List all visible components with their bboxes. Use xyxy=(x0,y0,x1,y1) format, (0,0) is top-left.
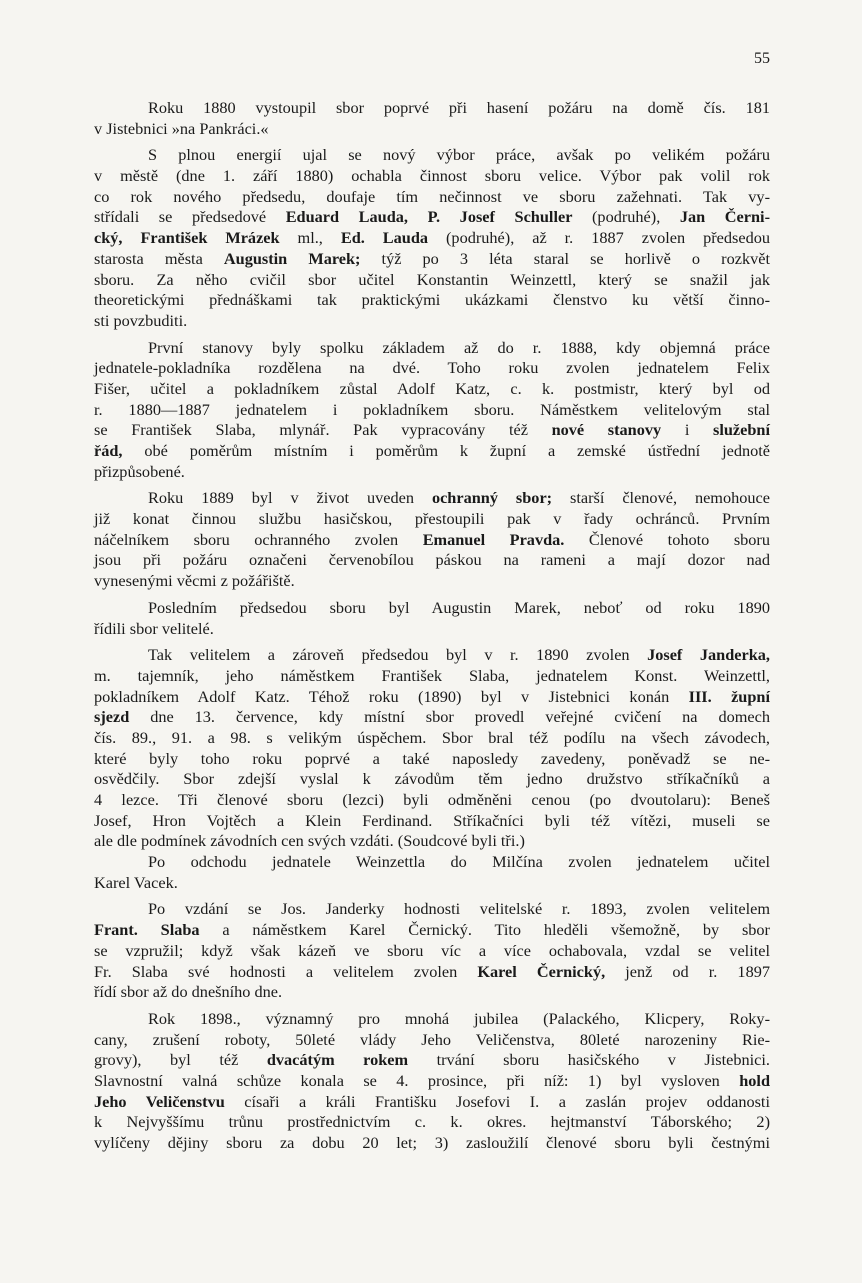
text-span: Roku 1880 vystoupil sbor poprvé při hasení požáru na domě čís. 181 xyxy=(148,98,770,117)
text-span: co rok nového předsedu, doufaje tím nečinnost ve sboru zažehnati. Tak vy- xyxy=(94,186,770,206)
text-span: sti povzbuditi. xyxy=(94,310,188,330)
bold-name-span: Jeho Veličenstvu xyxy=(94,1091,225,1111)
bold-name-span: Augustin Marek; xyxy=(223,248,361,268)
text-span: 4 lezce. Tři členové sboru (lezci) byli odměněni cenou (po dvoutolaru): Beneš xyxy=(94,790,770,809)
text-span: i xyxy=(661,420,713,440)
text-line xyxy=(94,941,770,962)
text-line xyxy=(94,749,770,770)
text-line xyxy=(94,228,770,249)
text-span: ml., xyxy=(279,228,341,248)
text-line xyxy=(94,379,770,400)
text-span: jsou při požáru označeni červenobílou páskou na rameni a mají dozor nad xyxy=(94,550,770,570)
text-span: Karel Vacek. xyxy=(94,872,178,892)
text-line xyxy=(94,571,770,592)
bold-name-span: III. župní xyxy=(688,686,770,706)
text-span: starší členové, nemohouce xyxy=(552,488,770,508)
text-line xyxy=(94,1133,770,1154)
text-span: Slavnostní valná schůze konala se 4. prosince, při níž: 1) byl vysloven xyxy=(94,1070,740,1090)
bold-name-span: sjezd xyxy=(94,707,130,727)
text-span: vylíčeny dějiny sboru za dobu 20 let; 3) zasloužilí členové sboru byli čestnými xyxy=(94,1133,770,1152)
text-line xyxy=(94,145,770,166)
text-line xyxy=(94,290,770,311)
text-line xyxy=(94,462,770,483)
text-line xyxy=(94,270,770,291)
text-span: dne 13. července, kdy místní sbor provedl veřejné cvičení na domech xyxy=(129,707,770,727)
text-span: starosta města xyxy=(94,248,224,268)
text-span: Fr. Slaba své hodnosti a velitelem zvolen xyxy=(94,961,478,981)
text-span: které byly toho roku poprvé a také naposledy zavedeny, poněvadž se ne- xyxy=(94,748,770,768)
text-span: Rok 1898., významný pro mnohá jubilea (Palackého, Klicpery, Roky- xyxy=(148,1008,770,1028)
text-line xyxy=(94,400,770,421)
text-span: Po vzdání se Jos. Janderky hodnosti velitelské r. 1893, zvolen velitelem xyxy=(148,899,770,919)
text-line xyxy=(94,119,770,140)
text-line xyxy=(94,1030,770,1051)
text-span: vynesenými věcmi z požářiště. xyxy=(94,571,295,591)
text-span: Fišer, učitel a pokladníkem zůstal Adolf Katz, c. k. postmistr, který byl od xyxy=(94,378,770,398)
bold-name-span: hold xyxy=(739,1070,770,1090)
text-span: cany, zrušení roboty, 50leté vlády Jeho Veličenstva, 80leté narozeniny Rie- xyxy=(94,1029,770,1049)
text-line xyxy=(94,707,770,728)
text-span: Po odchodu jednatele Weinzettla do Milčína zvolen jednatelem učitel xyxy=(148,852,770,872)
text-span: sboru. Za něho cvičil sbor učitel Konstantin Weinzettl, který se snažil jak xyxy=(94,269,770,289)
text-span: S plnou energií ujal se nový výbor práce, avšak po velikém požáru xyxy=(148,145,770,165)
text-line xyxy=(94,962,770,983)
text-line xyxy=(94,790,770,811)
bold-name-span: Karel Černický, xyxy=(477,961,606,981)
text-line xyxy=(94,645,770,666)
text-span: náčelníkem sboru ochranného zvolen xyxy=(94,529,423,549)
text-line xyxy=(94,852,770,873)
text-span: týž po 3 léta staral se horlivě o rozkvět xyxy=(360,248,770,268)
text-span: theoretickými přednáškami tak praktickými ukázkami členstvo ku větší činno- xyxy=(94,290,770,310)
text-span: Členové tohoto sboru xyxy=(564,529,770,549)
text-line xyxy=(94,1050,770,1071)
text-line xyxy=(94,899,770,920)
text-line xyxy=(94,769,770,790)
bold-name-span: Ed. Lauda xyxy=(340,228,429,248)
text-span: v Jistebnici »na Pankráci.« xyxy=(94,118,269,138)
text-span: se vzpružil; když však kázeň ve sboru víc a více ochabovala, vzdal se velitel xyxy=(94,940,770,960)
bold-name-span: Josef Janderka, xyxy=(647,645,770,665)
text-span: grovy), byl též xyxy=(94,1050,267,1070)
page-number: 55 xyxy=(754,50,770,67)
text-line xyxy=(94,187,770,208)
bold-name-span: Jan Černi- xyxy=(679,207,770,227)
text-span: osvědčily. Sbor zdejší vyslal k závodům těm jedno družstvo stříkačníků a xyxy=(94,769,770,789)
text-span: již konat činnou službu hasičskou, přestoupili pak v řady ochránců. Prvním xyxy=(94,509,770,529)
text-span: Roku 1889 byl v život uveden xyxy=(148,488,432,508)
text-line xyxy=(94,687,770,708)
text-span: k Nejvyššímu trůnu prostřednictvím c. k. okres. hejtmanství Táborského; 2) xyxy=(94,1112,770,1132)
text-span: r. 1880—1887 jednatelem i pokladníkem sboru. Náměstkem velitelovým stal xyxy=(94,399,770,419)
text-line xyxy=(94,509,770,530)
text-line xyxy=(94,166,770,187)
text-line xyxy=(94,530,770,551)
text-line xyxy=(94,338,770,359)
bold-name-span: služební xyxy=(712,420,770,440)
text-span: Josef, Hron Vojtěch a Klein Ferdinand. Stříkačníci byli též vítězi, museli se xyxy=(94,810,770,830)
text-span: a náměstkem Karel Černický. Tito hleděli všemožně, by sbor xyxy=(199,920,770,940)
text-span: jednatele-pokladníka rozdělena na dvé. Toho roku zvolen jednatelem Felix xyxy=(94,358,770,378)
text-span: (podruhé), až r. 1887 zvolen předsedou xyxy=(428,228,770,248)
text-line xyxy=(94,1009,770,1030)
text-line xyxy=(94,488,770,509)
text-line xyxy=(94,311,770,332)
text-line xyxy=(94,873,770,894)
text-line xyxy=(94,207,770,228)
text-span: trvání sboru hasičského v Jistebnici. xyxy=(408,1050,770,1070)
text-line xyxy=(94,619,770,640)
text-span: císaři a králi Františku Josefovi I. a zaslán projev oddanosti xyxy=(224,1091,770,1111)
text-line xyxy=(94,420,770,441)
text-line xyxy=(94,920,770,941)
bold-name-span: Frant. Slaba xyxy=(94,920,200,940)
text-span: střídali se předsedové xyxy=(94,207,286,227)
text-line xyxy=(94,1071,770,1092)
text-span: čís. 89., 91. a 98. s velikým úspěchem. Sbor bral též podílu na všech závodech, xyxy=(94,727,770,747)
text-line xyxy=(94,249,770,270)
text-span: Posledním předsedou sboru byl Augustin Marek, neboť od roku 1890 xyxy=(148,597,770,617)
text-span: přizpůsobené. xyxy=(94,461,185,481)
text-span: pokladníkem Adolf Katz. Téhož roku (1890) byl v Jistebnici konán xyxy=(94,686,689,706)
text-line xyxy=(94,441,770,462)
text-line xyxy=(94,811,770,832)
bold-name-span: Eduard Lauda, P. Josef Schuller xyxy=(285,207,573,227)
text-line xyxy=(94,1112,770,1133)
text-line xyxy=(94,982,770,1003)
text-span: řídí sbor až do dnešního dne. xyxy=(94,982,283,1002)
bold-name-span: ochranný sbor; xyxy=(431,488,553,508)
text-span: jenž od r. 1897 xyxy=(605,961,770,981)
text-span: m. tajemník, jeho náměstkem František Slaba, jednatelem Konst. Weinzettl, xyxy=(94,665,770,685)
text-line xyxy=(94,358,770,379)
text-line xyxy=(94,550,770,571)
bold-name-span: dvacátým rokem xyxy=(266,1050,409,1070)
text-line xyxy=(94,1092,770,1113)
text-line xyxy=(94,831,770,852)
text-span: v městě (dne 1. září 1880) ochabla činnost sboru velice. Výbor pak volil rok xyxy=(94,166,770,186)
text-body xyxy=(94,98,770,1154)
text-span: ale dle podmínek závodních cen svých vzdáti. (Soudcové byli tři.) xyxy=(94,831,525,851)
text-line xyxy=(94,666,770,687)
text-span: se František Slaba, mlynář. Pak vypracovány též xyxy=(94,420,552,440)
text-line xyxy=(94,598,770,619)
text-span: řídili sbor velitelé. xyxy=(94,618,214,638)
text-line xyxy=(94,728,770,749)
bold-name-span: nové stanovy xyxy=(551,420,662,440)
text-span: obé poměrům místním i poměrům k župní a zemské ústřední jednotě xyxy=(122,441,770,460)
text-span: Tak velitelem a zároveň předsedou byl v r. 1890 zvolen xyxy=(148,645,648,665)
text-line xyxy=(94,98,770,119)
bold-name-span: řád, xyxy=(94,441,123,460)
bold-name-span: Emanuel Pravda. xyxy=(422,529,565,549)
bold-name-span: cký, František Mrázek xyxy=(94,228,280,248)
text-span: (podruhé), xyxy=(572,207,680,227)
text-span: První stanovy byly spolku základem až do r. 1888, kdy objemná práce xyxy=(148,337,770,357)
